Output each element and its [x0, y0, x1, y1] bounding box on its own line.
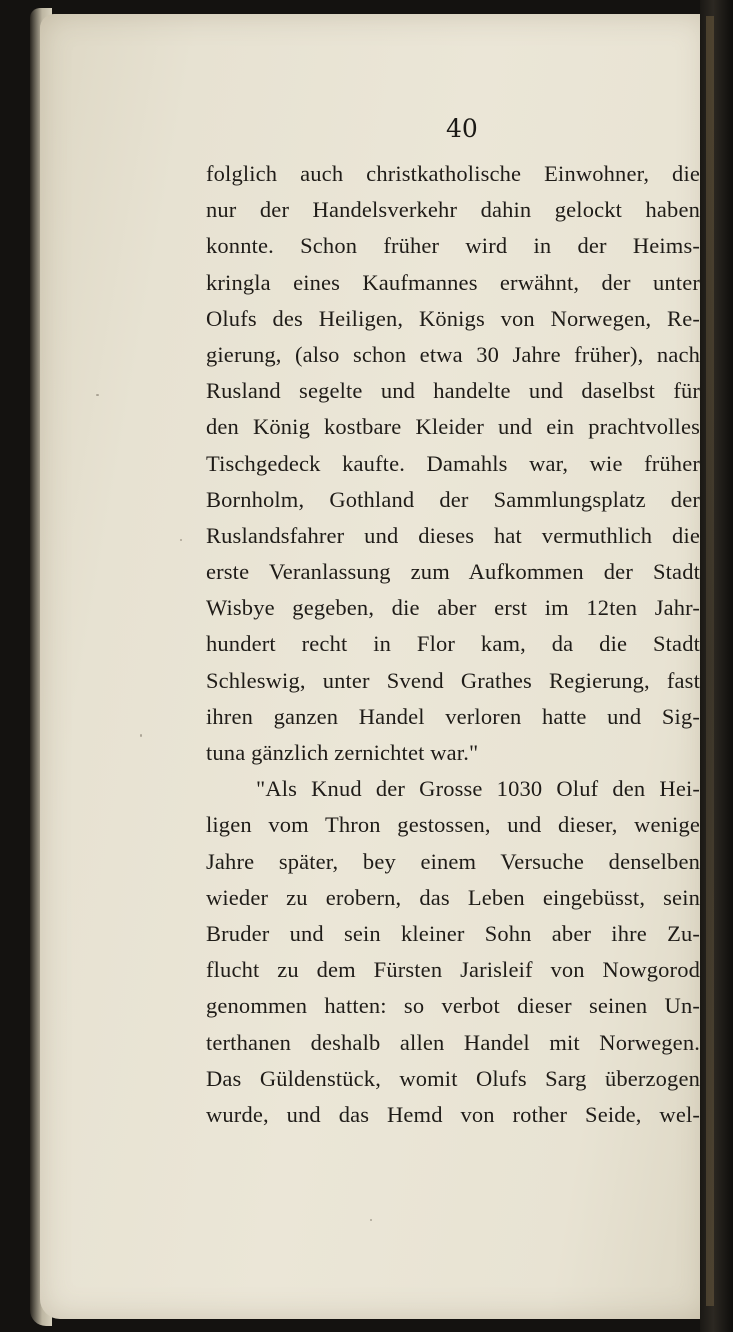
text-line: "Als Knud der Grosse 1030 Oluf den Hei-	[256, 776, 700, 802]
text-line: Wisbye gegeben, die aber erst im 12ten Jahr-	[206, 595, 700, 621]
text-line: konnte. Schon früher wird in der Heims-	[206, 233, 700, 259]
paper-speck	[180, 539, 182, 541]
text-line: erste Veranlassung zum Aufkommen der Stadt	[206, 559, 700, 585]
paper-speck	[370, 1219, 372, 1221]
text-line: Ruslandsfahrer und dieses hat vermuthlich die	[206, 522, 700, 548]
text-line: Olufs des Heiligen, Königs von Norwegen, Re-	[206, 305, 700, 331]
spine-highlight	[706, 16, 714, 1306]
text-line: ihren ganzen Handel verloren hatte und Sig-	[206, 703, 700, 729]
text-line: gierung, (also schon etwa 30 Jahre früher), nach	[206, 341, 700, 367]
text-line: Bruder und sein kleiner Sohn aber ihre Zu-	[206, 920, 700, 946]
text-line: Rusland segelte und handelte und daselbst für	[206, 378, 700, 404]
text-line: nur der Handelsverkehr dahin gelockt haben	[206, 197, 700, 223]
text-line: Das Güldenstück, womit Olufs Sarg überzogen	[206, 1065, 700, 1091]
text-line: den König kostbare Kleider und ein prachtvolles	[206, 414, 700, 440]
text-line: Tischgedeck kaufte. Damahls war, wie früher	[206, 450, 700, 476]
text-line: Jahre später, bey einem Versuche denselben	[206, 848, 700, 874]
text-line: flucht zu dem Fürsten Jarisleif von Nowgorod	[206, 957, 700, 983]
text-line: folglich auch christkatholische Einwohner, die	[206, 161, 700, 186]
text-line: tuna gänzlich zernichtet war."	[206, 740, 479, 765]
text-line: genommen hatten: so verbot dieser seinen Un-	[206, 993, 700, 1019]
book-spine	[700, 0, 733, 1332]
text-line: wieder zu erobern, das Leben eingebüsst, sein	[206, 884, 700, 910]
text-line: Schleswig, unter Svend Grathes Regierung, fast	[206, 667, 700, 693]
text-line: hundert recht in Flor kam, da die Stadt	[206, 631, 700, 657]
text-line: terthanen deshalb allen Handel mit Norwegen.	[206, 1029, 700, 1055]
text-line: Bornholm, Gothland der Sammlungsplatz der	[206, 486, 700, 512]
page-number: 40	[446, 114, 478, 143]
paper-speck	[140, 734, 142, 737]
body-text	[206, 156, 700, 1133]
text-line: wurde, und das Hemd von rother Seide, wel-	[206, 1101, 700, 1127]
text-line: kringla eines Kaufmannes erwähnt, der unter	[206, 269, 700, 295]
text-line: ligen vom Thron gestossen, und dieser, wenige	[206, 812, 700, 838]
paper-speck	[96, 394, 99, 396]
